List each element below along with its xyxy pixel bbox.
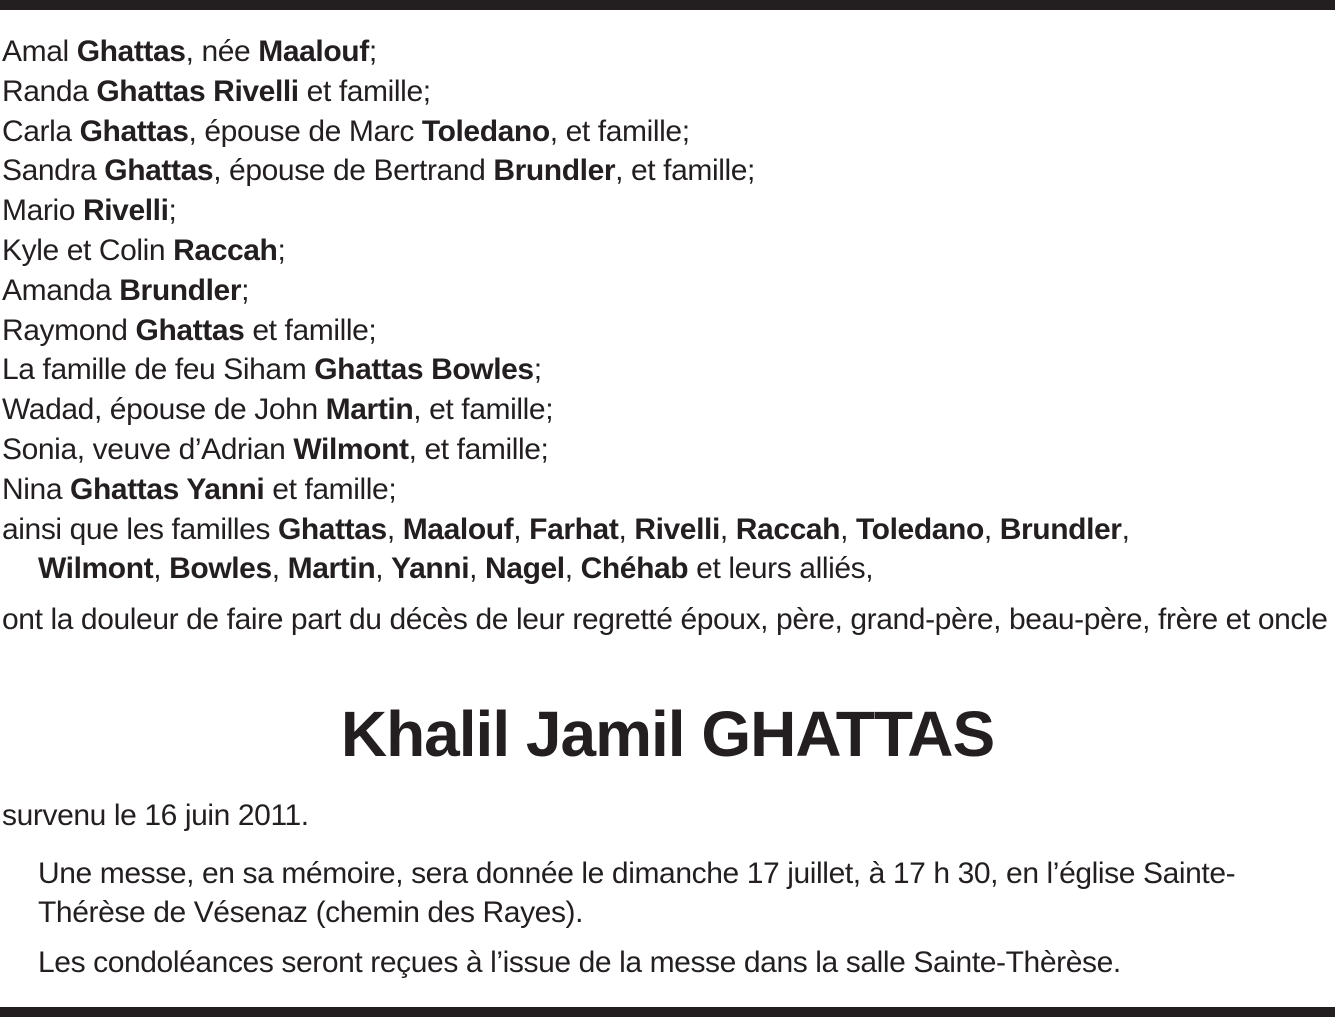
text-segment: et famille; [264, 472, 397, 506]
text-segment: et leurs alliés, [688, 552, 874, 586]
name-bold: Rivelli [634, 512, 720, 546]
families-line-continuation [2, 549, 1332, 589]
text-segment: , née [185, 35, 259, 68]
name-bold: Ghattas Rivelli [96, 74, 299, 108]
name-bold: Martin [287, 552, 376, 586]
text-segment: La famille de feu Siham [2, 353, 315, 387]
family-line [2, 32, 1332, 72]
text-segment: , et famille; [549, 114, 690, 148]
text-segment: Mario [2, 194, 83, 228]
name-bold: Farhat [529, 512, 619, 546]
date-of-death: survenu le 16 juin 2011. [2, 799, 309, 832]
name-bold: Maalouf [258, 35, 369, 68]
text-segment: , [469, 552, 486, 586]
name-bold: Wilmont [38, 552, 154, 586]
text-segment: Randa [2, 74, 97, 108]
families-line [2, 510, 1332, 590]
text-segment: Nina [2, 472, 71, 506]
name-bold: Ghattas [277, 512, 387, 546]
text-segment: ; [241, 273, 250, 307]
family-line [2, 470, 1332, 510]
text-segment: , et famille; [615, 154, 755, 188]
name-bold: Wilmont [293, 432, 409, 466]
name-bold: Bowles [169, 552, 272, 586]
name-bold: Ghattas [104, 154, 214, 188]
text-segment: Raymond [2, 313, 136, 347]
text-segment: , [618, 512, 635, 546]
text-segment: ; [368, 35, 377, 68]
name-bold: Rivelli [82, 194, 169, 228]
text-segment: Carla [2, 114, 80, 148]
text-segment: ; [277, 233, 286, 267]
bottom-rule [0, 1007, 1335, 1017]
family-line [2, 271, 1332, 311]
text-segment: Wadad, épouse de John [2, 393, 326, 427]
text-segment: , et famille; [408, 432, 549, 466]
text-segment: , [719, 512, 736, 546]
name-bold: Brundler [493, 154, 616, 188]
text-segment: et famille; [298, 74, 431, 108]
family-line [2, 311, 1332, 351]
text-segment: Kyle et Colin [2, 233, 174, 267]
family-line [2, 231, 1332, 271]
name-bold: Chéhab [580, 552, 689, 586]
text-segment: et famille; [244, 313, 377, 347]
family-line [2, 72, 1332, 112]
text-segment: , [564, 552, 581, 586]
name-bold: Yanni [391, 552, 470, 586]
name-bold: Brundler [119, 273, 242, 307]
name-bold: Ghattas Bowles [314, 353, 534, 387]
text-segment: Sonia, veuve d’Adrian [2, 432, 294, 466]
condolences-notice: Les condoléances seront reçues à l’issue de la messe dans la salle Sainte-Thèrèse. [38, 946, 1121, 979]
mass-notice: Une messe, en sa mémoire, sera donnée le dimanche 17 juillet, à 17 h 30, en l’église Sainte-Thérèse de Vésenaz (chemin des Rayes). [38, 857, 1236, 929]
text-segment: , [840, 512, 856, 546]
name-bold: Ghattas [135, 313, 245, 347]
name-bold: Ghattas [76, 35, 186, 68]
text-segment: Amal [2, 35, 77, 68]
announcement-text: ont la douleur de faire part du décès de leur regretté époux, père, grand-père, beau-père, frère et oncle [2, 603, 1328, 636]
text-segment: , [375, 552, 392, 586]
text-segment: , [153, 552, 170, 586]
text-segment: Amanda [2, 273, 120, 307]
text-segment: , épouse de Marc [188, 114, 422, 148]
family-line [2, 151, 1332, 191]
name-bold: Martin [325, 393, 414, 427]
name-bold: Ghattas [79, 114, 189, 148]
text-segment: , et famille; [413, 393, 554, 427]
name-bold: Brundler [999, 512, 1122, 546]
name-bold: Raccah [173, 233, 278, 267]
text-segment: ainsi que les familles [2, 512, 278, 546]
name-bold: Toledano [855, 512, 984, 546]
name-bold: Ghattas Yanni [70, 472, 265, 506]
text-segment: , [271, 552, 288, 586]
text-segment: Sandra [2, 154, 105, 188]
name-bold: Toledano [421, 114, 550, 148]
text-segment: , [983, 512, 1000, 546]
family-line [2, 430, 1332, 470]
family-list [2, 32, 1332, 589]
deceased-name: Khalil Jamil GHATTAS [340, 698, 995, 770]
text-segment: , [1121, 512, 1130, 546]
text-segment: , [513, 512, 530, 546]
name-bold: Nagel [485, 552, 565, 586]
families-line-start [2, 513, 1130, 546]
text-segment: ; [533, 353, 542, 387]
top-rule [0, 0, 1335, 10]
family-line [2, 390, 1332, 430]
family-line [2, 350, 1332, 390]
text-segment: , épouse de Bertrand [213, 154, 494, 188]
text-segment: ; [168, 194, 177, 228]
family-line [2, 112, 1332, 152]
family-line [2, 191, 1332, 231]
text-segment: , [386, 512, 403, 546]
name-bold: Maalouf [402, 512, 514, 546]
name-bold: Raccah [735, 512, 841, 546]
